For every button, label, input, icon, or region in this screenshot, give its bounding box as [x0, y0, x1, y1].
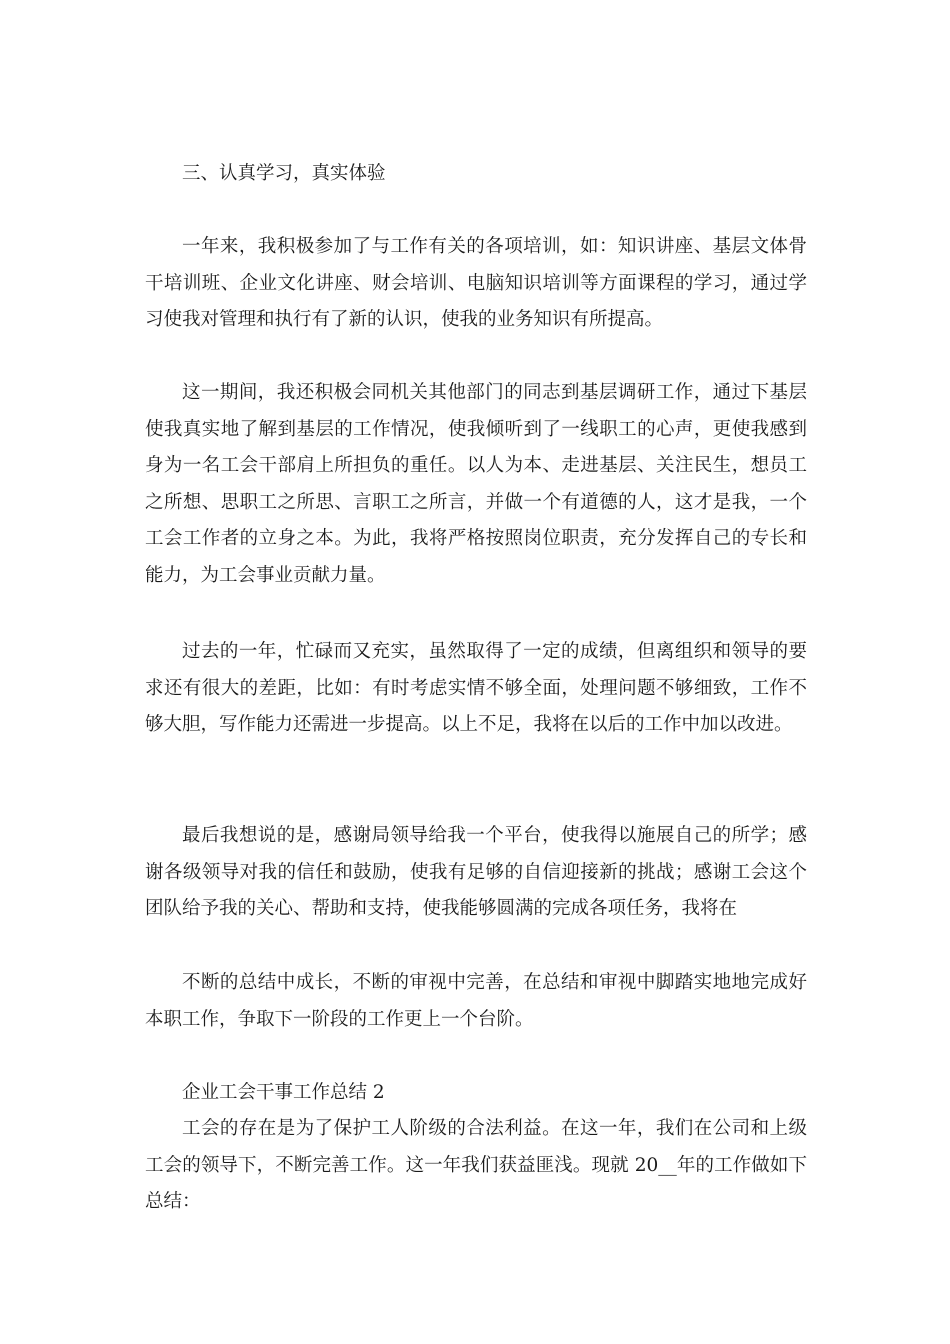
section-heading: 三、认真学习，真实体验: [182, 163, 386, 184]
paragraph-union-intro: 工会的存在是为了保护工人阶级的合法利益。在这一年，我们在公司和上级工会的领导下，不断完善工作。这一年我们获益匪浅。现就 20__年的工作做如下总结：: [145, 1118, 807, 1212]
paragraph-shortcomings: 过去的一年，忙碌而又充实，虽然取得了一定的成绩，但离组织和领导的要求还有很大的差距，比如：有时考虑实情不够全面，处理问题不够细致，工作不够大胆，写作能力还需进一步提高。以上不足，我将在以后的工作中加以改进。: [145, 641, 807, 735]
paragraph-thanks: 最后我想说的是，感谢局领导给我一个平台，使我得以施展自己的所学；感谢各级领导对我的信任和鼓励，使我有足够的自信迎接新的挑战；感谢工会这个团队给予我的关心、帮助和支持，使我能够圆满的完成各项任务，我将在: [145, 825, 807, 919]
document-title-2: 企业工会干事工作总结 2: [182, 1082, 385, 1103]
paragraph-research: 这一期间，我还积极会同机关其他部门的同志到基层调研工作，通过下基层使我真实地了解到基层的工作情况，使我倾听到了一线职工的心声，更使我感到身为一名工会干部肩上所担负的重任。以人为本、走进基层、关注民生，想员工之所想、思职工之所思、言职工之所言，并做一个有道德的人，这才是我，一个工会工作者的立身之本。为此，我将严格按照岗位职责，充分发挥自己的专长和能力，为工会事业贡献力量。: [145, 382, 807, 586]
paragraph-training: 一年来，我积极参加了与工作有关的各项培训，如：知识讲座、基层文体骨干培训班、企业文化讲座、财会培训、电脑知识培训等方面课程的学习，通过学习使我对管理和执行有了新的认识，使我的业务知识有所提高。: [145, 236, 807, 330]
paragraph-growth: 不断的总结中成长，不断的审视中完善，在总结和审视中脚踏实地地完成好本职工作，争取下一阶段的工作更上一个台阶。: [145, 972, 807, 1030]
